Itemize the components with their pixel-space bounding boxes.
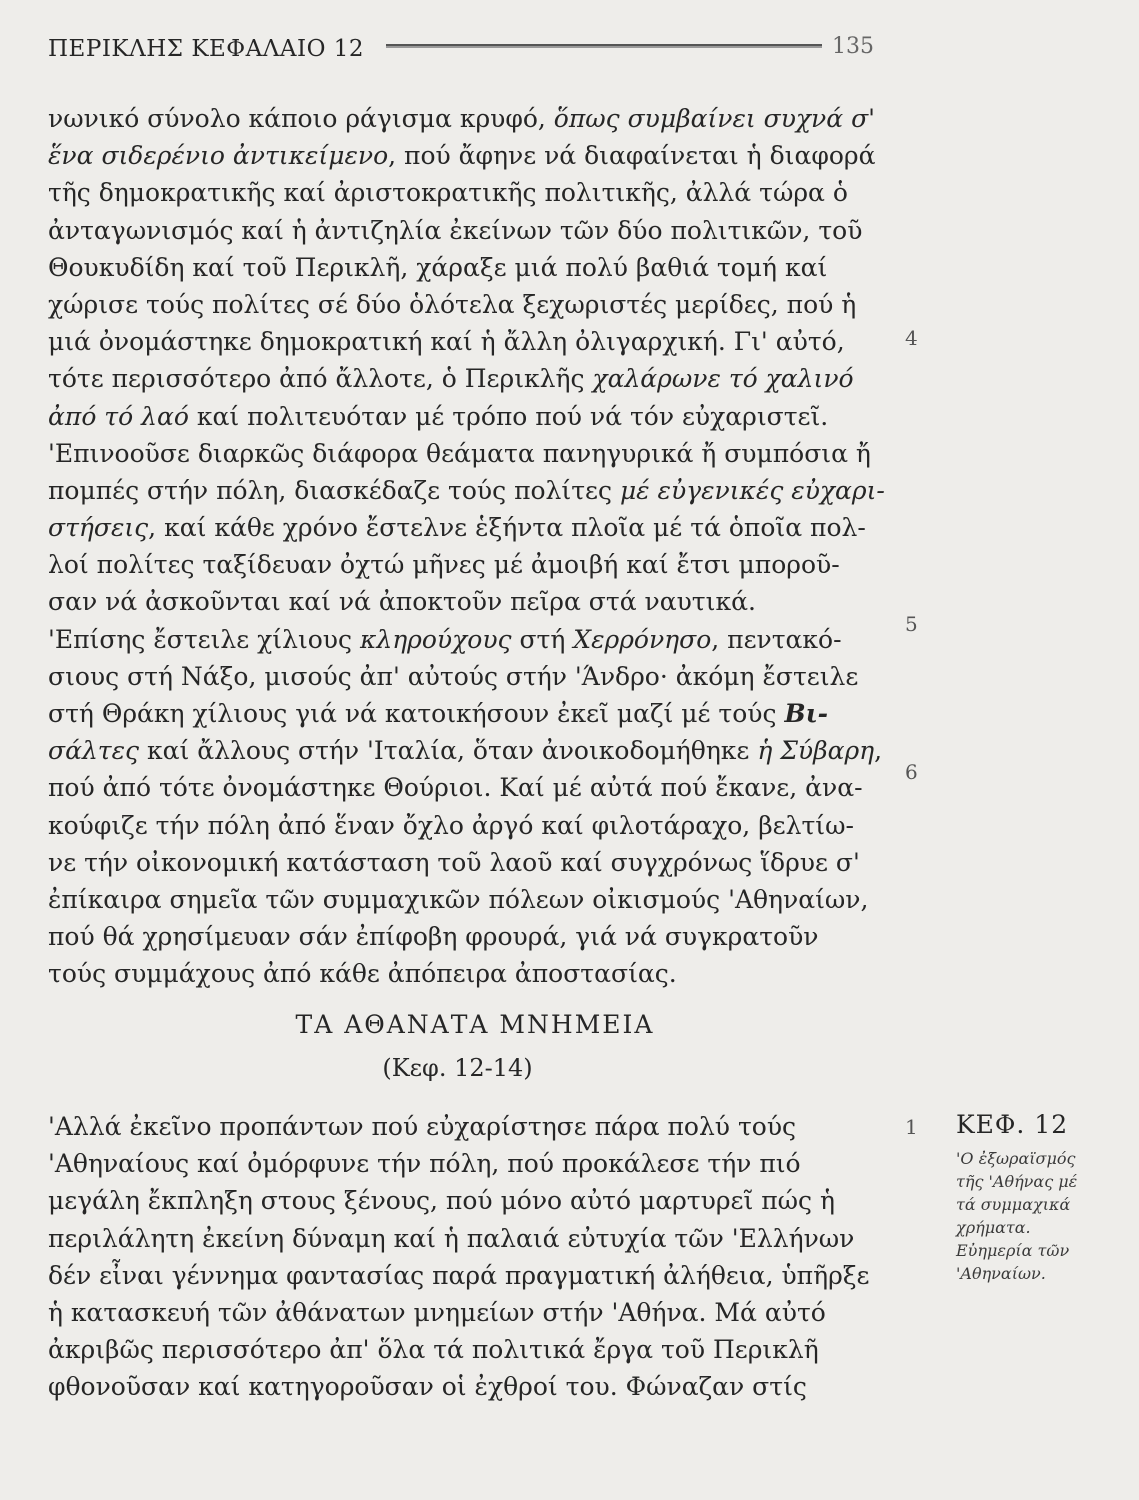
text-line: ἕνα σιδερένιο ἀντικείμενο, πού ἄφηνε νά διαφαίνεται ἡ διαφορά [48, 141, 876, 171]
text-line: μεγάλη ἔκπληξη στους ξένους, πού μόνο αὐτό μαρτυρεῖ πώς ἡ [48, 1186, 835, 1216]
header-rule [386, 44, 822, 48]
side-note-line: Εὐημερία τῶν [956, 1241, 1070, 1260]
section-title: ΤΑ ΑΘΑΝΑΤΑ ΜΝΗΜΕΙΑ [295, 1010, 655, 1039]
side-note-line: 'Ο ἐξωραϊσμός [956, 1149, 1076, 1168]
text-line: ἀκριβῶς περισσότερο ἀπ' ὅλα τά πολιτικά ἔργα τοῦ Περικλῆ [48, 1335, 819, 1365]
paragraph-3 [48, 1108, 878, 1406]
page-number: 135 [832, 34, 874, 59]
text-line: λοί πολίτες ταξίδευαν ὀχτώ μῆνες μέ ἀμοιβή καί ἔτσι μποροῦ- [48, 550, 840, 580]
section-subtitle: (Κεφ. 12-14) [382, 1054, 533, 1082]
text-line: νε τήν οἰκονομική κατάσταση τοῦ λαοῦ καί συγχρόνως ἵδρυε σ' [48, 847, 860, 877]
text-line: σάλτες καί ἄλλους στήν 'Ιταλία, ὅταν ἀνοικοδομήθηκε ἡ Σύβαρη, [48, 736, 883, 766]
side-note-line: τῆς 'Αθήνας μέ [956, 1172, 1078, 1191]
text-line: σαν νά ἀσκοῦνται καί νά ἀποκτοῦν πεῖρα στά ναυτικά. [48, 587, 756, 617]
side-note-line: χρήματα. [956, 1218, 1031, 1237]
text-line: κούφιζε τήν πόλη ἀπό ἕναν ὄχλο ἀργό καί φιλοτάραχο, βελτίω- [48, 810, 854, 840]
text-line: στήσεις, καί κάθε χρόνο ἔστελνε ἑξήντα πλοῖα μέ τά ὁποῖα πολ- [48, 513, 866, 543]
text-line: ἡ κατασκευή τῶν ἀθάνατων μνημείων στήν 'Αθήνα. Μά αὐτό [48, 1297, 826, 1327]
text-line: χώρισε τούς πολίτες σέ δύο ὁλότελα ξεχωριστές μερίδες, πού ἡ [48, 289, 857, 319]
side-note-line: τά συμμαχικά [956, 1195, 1071, 1214]
running-title: ΠΕΡΙΚΛΗΣ ΚΕΦΑΛΑΙΟ 12 [48, 36, 365, 62]
margin-number: 5 [905, 612, 918, 636]
text-line: 'Επινοοῦσε διαρκῶς διάφορα θεάματα πανηγυρικά ἤ συμπόσια ἤ [48, 438, 871, 468]
text-line: τῆς δημοκρατικῆς καί ἀριστοκρατικῆς πολιτικῆς, ἀλλά τώρα ὁ [48, 178, 848, 208]
text-line: ἀπό τό λαό καί πολιτευόταν μέ τρόπο πού νά τόν εὐχαριστεῖ. [48, 401, 829, 431]
text-line: μιά ὀνομάστηκε δημοκρατική καί ἡ ἄλλη ὀλιγαρχική. Γι' αὐτό, [48, 327, 845, 357]
text-line: τούς συμμάχους ἀπό κάθε ἀπόπειρα ἀποστασίας. [48, 959, 677, 989]
margin-number: 4 [905, 326, 918, 350]
paragraph-1 [48, 100, 885, 993]
margin-number: 1 [905, 1115, 918, 1139]
text-line: στή Θράκη χίλιους γιά νά κατοικήσουν ἐκεῖ μαζί μέ τούς Βι- [48, 699, 829, 728]
text-line: περιλάλητη ἐκείνη δύναμη καί ἡ παλαιά εὐτυχία τῶν 'Ελλήνων [48, 1223, 855, 1253]
margin-number: 6 [905, 760, 918, 784]
text-line: 'Αθηναίους καί ὀμόρφυνε τήν πόλη, πού προκάλεσε τήν πιό [48, 1149, 801, 1179]
text-line: πομπές στήν πόλη, διασκέδαζε τούς πολίτες μέ εὐγενικές εὐχαρι- [48, 475, 885, 505]
side-note [956, 1110, 1116, 1285]
text-line: ἐπίκαιρα σημεῖα τῶν συμμαχικῶν πόλεων οἰκισμούς 'Αθηναίων, [48, 884, 869, 914]
side-chapter-label: ΚΕΦ. 12 [956, 1110, 1069, 1139]
text-line: δέν εἶναι γέννημα φαντασίας παρά πραγματική ἀλήθεια, ὑπῆρξε [48, 1260, 870, 1290]
text-line: 'Αλλά ἐκεῖνο προπάντων πού εὐχαρίστησε πάρα πολύ τούς [48, 1112, 797, 1141]
text-line: Θουκυδίδη καί τοῦ Περικλῆ, χάραξε μιά πολύ βαθιά τομή καί [48, 252, 828, 282]
text-line: ἀνταγωνισμός καί ἡ ἀντιζηλία ἐκείνων τῶν δύο πολιτικῶν, τοῦ [48, 215, 863, 245]
text-line: τότε περισσότερο ἀπό ἄλλοτε, ὁ Περικλῆς χαλάρωνε τό χαλινό [48, 364, 854, 394]
text-line: 'Επίσης ἔστειλε χίλιους κληρούχους στή Χερρόνησο, πεντακό- [48, 624, 842, 654]
text-line: νωνικό σύνολο κάποιο ράγισμα κρυφό, ὅπως συμβαίνει συχνά σ' [48, 104, 876, 133]
side-note-line: 'Αθηναίων. [956, 1264, 1046, 1283]
text-line: πού ἀπό τότε ὀνομάστηκε Θούριοι. Καί μέ αὐτά πού ἔκανε, ἀνα- [48, 773, 863, 803]
text-line: πού θά χρησίμευαν σάν ἐπίφοβη φρουρά, γιά νά συγκρατοῦν [48, 922, 819, 952]
text-line: σιους στή Νάξο, μισούς ἀπ' αὐτούς στήν 'Άνδρο· ἀκόμη ἔστειλε [48, 661, 859, 691]
text-line: φθονοῦσαν καί κατηγοροῦσαν οἱ ἐχθροί του. Φώναζαν στίς [48, 1372, 807, 1402]
